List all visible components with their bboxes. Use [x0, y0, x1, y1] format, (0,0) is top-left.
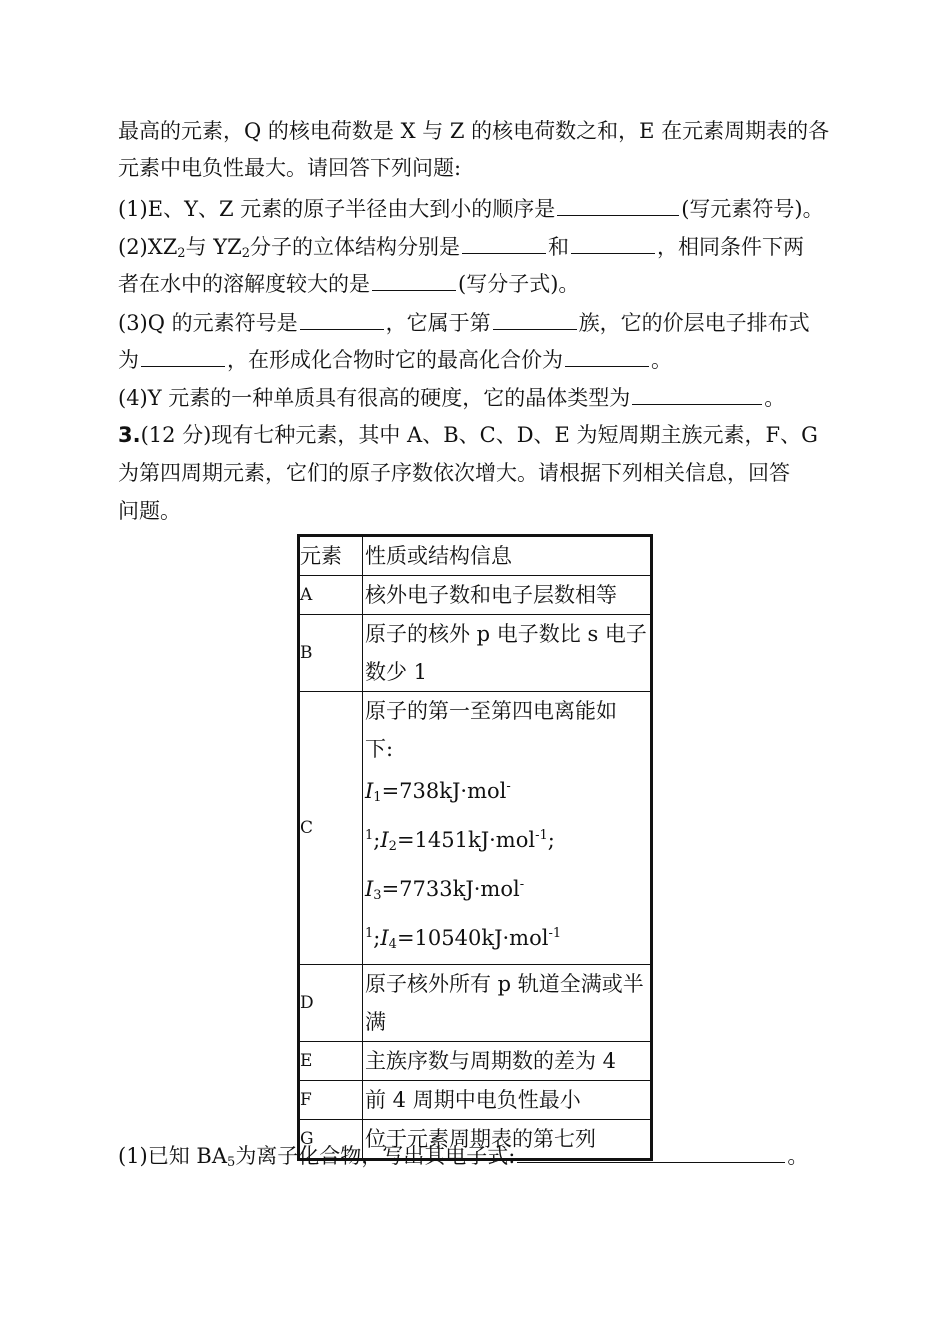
subscript: 2	[241, 246, 250, 261]
problem-3-line3: 问题。	[118, 499, 181, 523]
cell-line: 原子的第一至第四电离能如	[365, 699, 617, 723]
value: =1451kJ·mol	[396, 828, 536, 852]
cell-line: 前 4 周期中电负性最小	[365, 1088, 581, 1112]
separator: ;	[373, 828, 381, 852]
table-cell-element: D	[299, 965, 363, 1042]
table-header-element: 元素	[299, 536, 363, 576]
question-3-line2-a: 为	[118, 348, 139, 372]
symbol: I	[380, 926, 389, 950]
ionization-energy-line-3	[365, 866, 650, 915]
separator: ;	[373, 926, 381, 950]
table-row	[299, 1081, 652, 1120]
subscript: 4	[388, 937, 397, 952]
question-2-text: 分子的立体结构分别是	[250, 235, 460, 259]
table-row	[299, 576, 652, 615]
answer-blank[interactable]	[493, 307, 577, 330]
superscript: -1	[535, 828, 548, 843]
subscript: 3	[373, 888, 382, 903]
symbol: I	[380, 828, 389, 852]
question-2-and: 和	[548, 235, 569, 259]
answer-blank[interactable]	[632, 382, 762, 405]
cell-line: 位于元素周期表的第七列	[365, 1127, 596, 1151]
ionization-energy-line-1	[365, 768, 650, 817]
symbol: I	[365, 779, 374, 803]
table-header-info: 性质或结构信息	[363, 536, 652, 576]
cell-line: 满	[365, 1010, 386, 1034]
superscript: -	[519, 877, 525, 892]
sub-question-1-end: 。	[787, 1144, 809, 1168]
question-3-line2	[118, 344, 672, 374]
table-cell-info	[363, 692, 652, 965]
question-3-line2-b: ，在形成化合物时它的最高化合价为	[227, 348, 563, 372]
problem-3-text: (12 分)现有七种元素，其中 A、B、C、D、E 为短周期主族元素，F、G	[140, 423, 818, 447]
table-row	[299, 692, 652, 965]
question-2-text2: 者在水中的溶解度较大的是	[118, 272, 370, 296]
table-cell-info	[363, 1081, 652, 1120]
question-4-text: (4)Y 元素的一种单质具有很高的硬度，它的晶体类型为	[118, 386, 631, 410]
table-cell-info	[363, 576, 652, 615]
cell-line: 数少 1	[365, 660, 428, 684]
cell-line: 原子的核外 p 电子数比 s 电子	[365, 622, 647, 646]
table-cell-element: C	[299, 692, 363, 965]
question-1-note: (写元素符号)。	[681, 197, 824, 221]
table-cell-element: A	[299, 576, 363, 615]
subscript: 1	[373, 790, 382, 805]
separator: ;	[547, 828, 555, 852]
table-cell-element: B	[299, 615, 363, 692]
superscript: 1	[365, 926, 374, 941]
subscript: 5	[227, 1155, 236, 1170]
table-cell-element: F	[299, 1081, 363, 1120]
element-info-table	[297, 534, 653, 1161]
table-cell-info	[363, 965, 652, 1042]
question-2-prefix: (2)XZ	[118, 235, 178, 259]
answer-blank[interactable]	[571, 231, 655, 254]
question-4-end: 。	[764, 386, 786, 410]
cell-line: 下:	[365, 737, 394, 761]
question-3-line2-c: 。	[651, 348, 672, 372]
question-3-text: (3)Q 的元素符号是	[118, 311, 298, 335]
table-cell-info	[363, 615, 652, 692]
answer-blank[interactable]	[517, 1140, 785, 1163]
table-cell-element: E	[299, 1042, 363, 1081]
sub-question-1	[118, 1140, 808, 1177]
answer-blank[interactable]	[462, 231, 546, 254]
superscript: -	[506, 779, 511, 794]
answer-blank[interactable]	[565, 344, 649, 367]
paragraph-intro-line1: 最高的元素，Q 的核电荷数是 X 与 Z 的核电荷数之和，E 在元素周期表的各	[118, 119, 830, 143]
question-1-text: (1)E、Y、Z 元素的原子半径由大到小的顺序是	[118, 197, 556, 221]
table-header-row	[299, 536, 652, 576]
question-1	[118, 193, 824, 223]
question-2-tail: ，相同条件下两	[657, 235, 804, 259]
question-2-line2	[118, 268, 579, 298]
question-3	[118, 307, 810, 337]
answer-blank[interactable]	[300, 307, 384, 330]
cell-line: 原子核外所有 p 轨道全满或半	[365, 972, 644, 996]
sub-question-1-text-b: 为离子化合物，写出其电子式:	[235, 1144, 516, 1168]
table-cell-element: G	[299, 1120, 363, 1160]
cell-line: 核外电子数和电子层数相等	[365, 583, 617, 607]
answer-blank[interactable]	[141, 344, 225, 367]
question-2-mid: 与 YZ	[185, 235, 242, 259]
table-row	[299, 615, 652, 692]
problem-3-line1	[118, 421, 818, 449]
question-2-note: (写分子式)。	[458, 272, 580, 296]
cell-line: 主族序数与周期数的差为 4	[365, 1049, 617, 1073]
question-4	[118, 382, 785, 412]
value: =738kJ·mol	[381, 779, 507, 803]
value: =10540kJ·mol	[396, 926, 549, 950]
paragraph-intro-line2: 元素中电负性最大。请回答下列问题:	[118, 156, 462, 180]
superscript: 1	[365, 828, 374, 843]
answer-blank[interactable]	[372, 268, 456, 291]
ionization-energy-line-2	[365, 817, 650, 866]
question-2	[118, 231, 804, 268]
table-row	[299, 965, 652, 1042]
ionization-energy-line-4	[365, 915, 650, 964]
sub-question-1-text: (1)已知 BA	[118, 1144, 228, 1168]
value: =7733kJ·mol	[381, 877, 520, 901]
question-3-text-b: ，它属于第	[385, 311, 491, 335]
symbol: I	[365, 877, 374, 901]
subscript: 2	[177, 246, 186, 261]
subscript: 2	[388, 839, 397, 854]
answer-blank[interactable]	[557, 193, 679, 216]
table-row	[299, 1042, 652, 1081]
problem-number: 3.	[118, 423, 141, 447]
problem-3-line2: 为第四周期元素，它们的原子序数依次增大。请根据下列相关信息，回答	[118, 461, 790, 485]
question-3-text-c: 族，它的价层电子排布式	[578, 311, 810, 335]
superscript: -1	[548, 926, 562, 941]
table-cell-info	[363, 1042, 652, 1081]
